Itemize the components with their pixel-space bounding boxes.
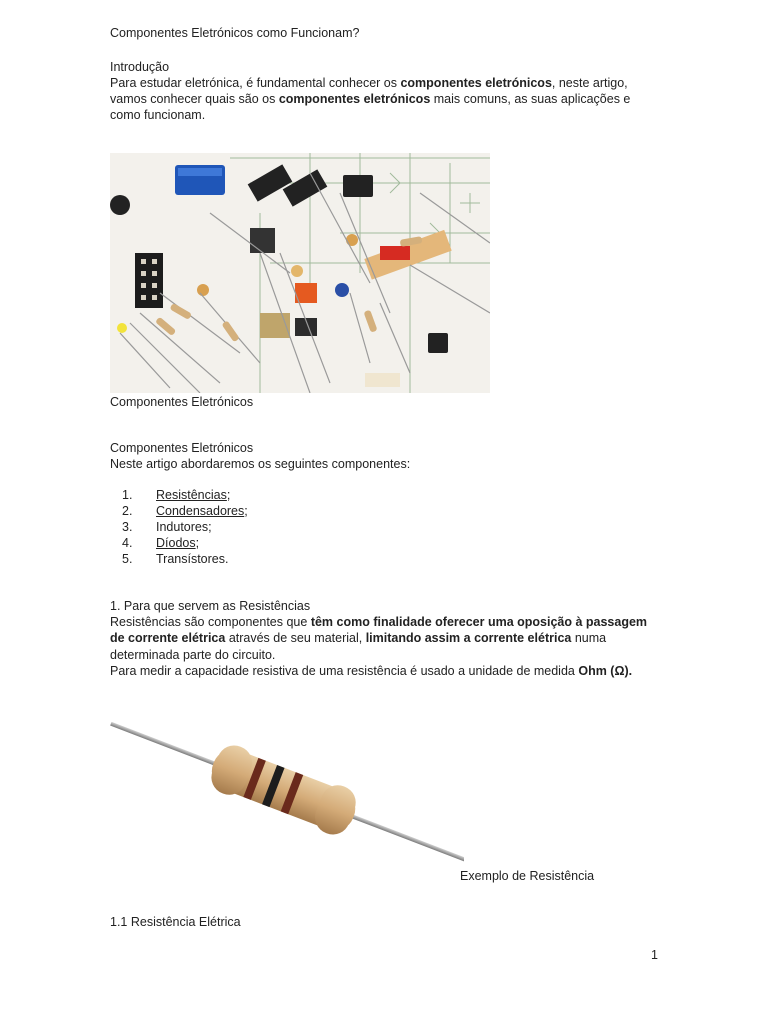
list-text-transistores: Transístores. — [156, 552, 229, 566]
page-number: 1 — [651, 948, 658, 962]
document-title: Componentes Eletrónicos como Funcionam? — [110, 26, 360, 40]
list-item: 1. Resistências; — [122, 488, 231, 502]
intro-line-2: vamos conhecer quais são os componentes eletrónicos mais comuns, as suas aplicações e — [110, 92, 631, 106]
list-item: 4. Díodos; — [122, 536, 200, 550]
list-link-diodos[interactable]: Díodos — [156, 536, 196, 550]
component-list — [110, 487, 248, 567]
list-item: 3. Indutores; — [122, 520, 212, 534]
figure-1-caption: Componentes Eletrónicos — [110, 395, 254, 409]
section-1-text: Neste artigo abordaremos os seguintes componentes: — [110, 457, 411, 471]
resistor-photo — [108, 712, 464, 872]
components-illustration — [110, 153, 490, 393]
list-item: 2. Condensadores; — [122, 504, 248, 518]
list-text-indutores: Indutores; — [156, 520, 212, 534]
section-2-line-3: determinada parte do circuito. — [110, 648, 276, 662]
section-2-heading: 1. Para que servem as Resistências — [110, 599, 311, 613]
list-link-condensadores[interactable]: Condensadores — [156, 504, 245, 518]
section-2-line-4: Para medir a capacidade resistiva de uma resistência é usado a unidade de medida Ohm (Ω). — [110, 664, 633, 678]
intro-heading: Introdução — [110, 60, 170, 74]
list-item: 5. Transístores. — [122, 552, 229, 566]
figure-2-caption: Exemplo de Resistência — [460, 869, 595, 883]
intro-line-3: como funcionam. — [110, 108, 206, 122]
section-3-heading: 1.1 Resistência Elétrica — [110, 915, 241, 929]
section-2-line-2: de corrente elétrica através de seu material, limitando assim a corrente elétrica numa — [110, 631, 607, 645]
section-1-heading: Componentes Eletrónicos — [110, 441, 254, 455]
components-photo — [110, 153, 490, 393]
resistor-illustration — [108, 712, 464, 872]
list-link-resistencias[interactable]: Resistências — [156, 488, 227, 502]
intro-line-1: Para estudar eletrónica, é fundamental conhecer os componentes eletrónicos, neste artigo, — [110, 76, 628, 90]
section-2-line-1: Resistências são componentes que têm como finalidade oferecer uma oposição à passagem — [110, 615, 648, 629]
